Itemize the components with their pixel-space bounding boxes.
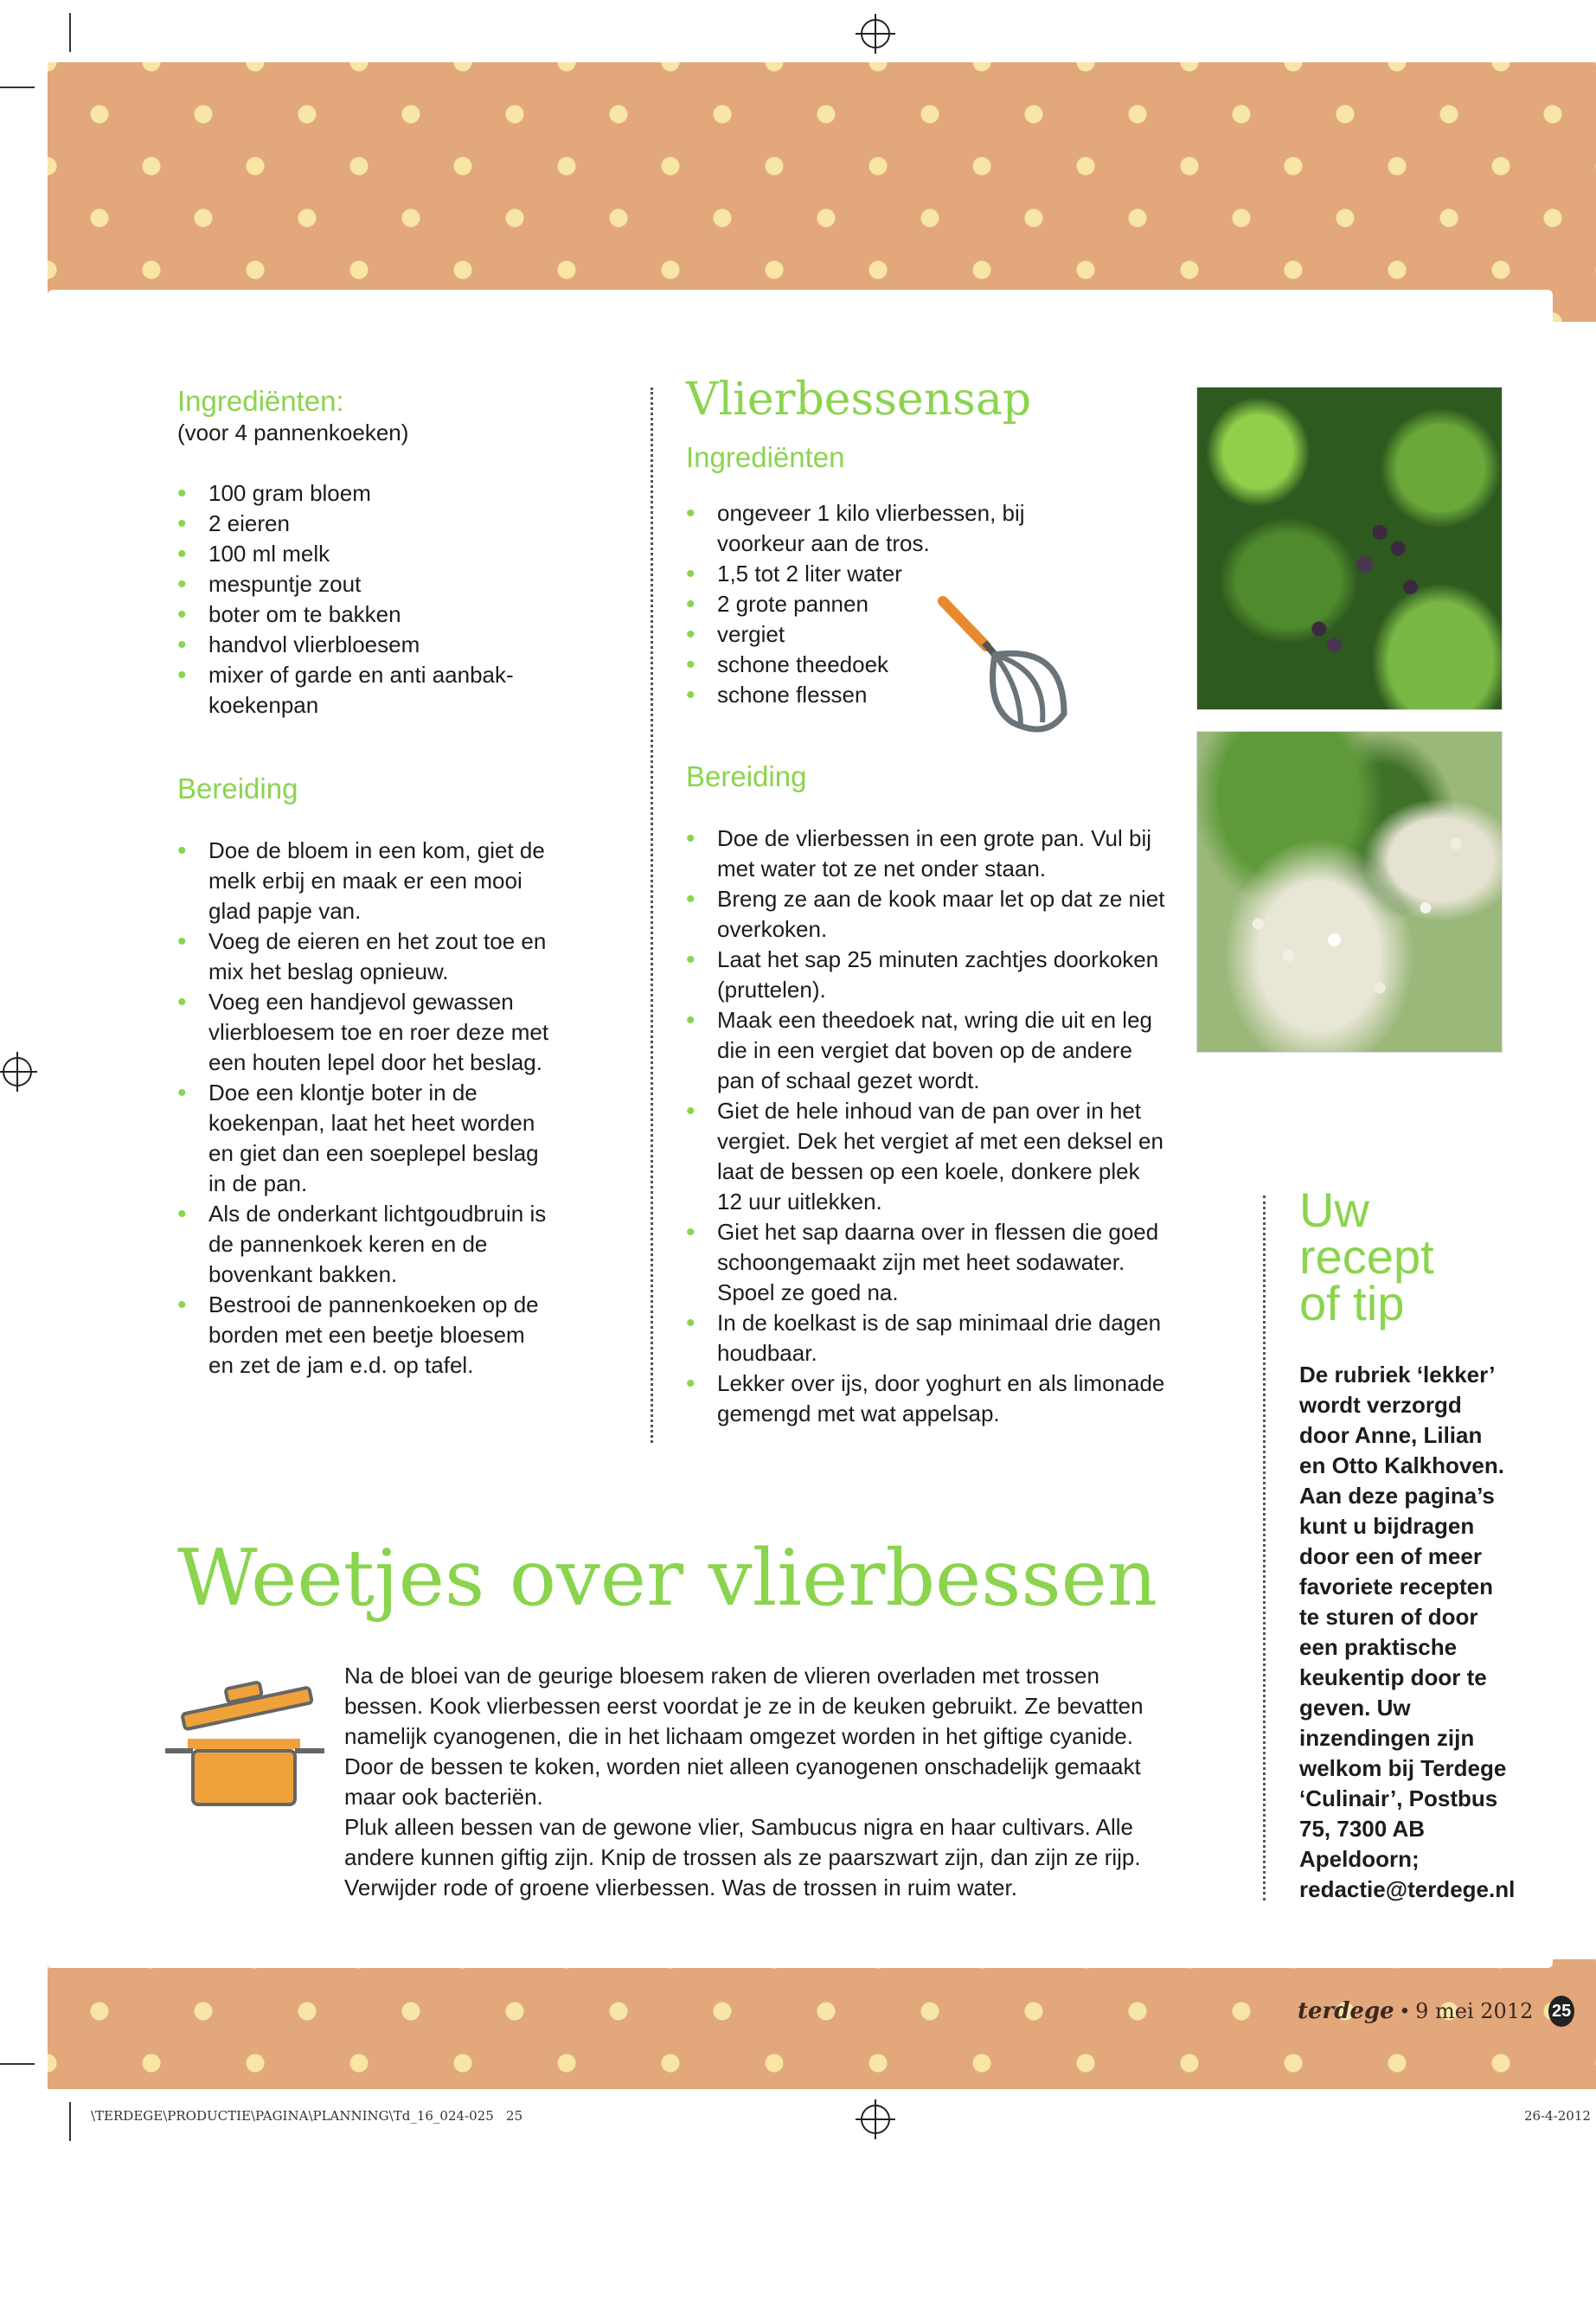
sidebar-title-line: recept [1299, 1229, 1434, 1284]
pancake-method-heading: Bereiding [177, 772, 298, 804]
list-item: • Breng ze aan de kook maar let op dat ze niet overkoken. [686, 884, 1170, 945]
whisk-icon [934, 593, 1081, 740]
sidebar-text: De rubriek ‘lekker’ wordt verzorgd door Anne, Lilian en Otto Kalkhoven. Aan deze pagina’s kunt u bijdragen door een of meer favoriete recepten te sturen of door een praktische keukentip door te geven. Uw inzendingen zijn welkom bij Terdege ‘Culinair’, Postbus 75, 7300 AB Apeldoorn; redactie@terdege.nl [1299, 1362, 1516, 1902]
crop-mark [0, 2063, 35, 2065]
cooking-pot-icon [160, 1671, 333, 1810]
juice-method-list [686, 824, 1170, 1429]
list-item: • Maak een theedoek nat, wring die uit en leg die in een vergiet dat boven op de andere pan of schaal gezet wordt. [686, 1005, 1170, 1096]
list-item: • Giet het sap daarna over in flessen die goed schoongemaakt zijn met heet sodawater. Spoel ze goed na. [686, 1217, 1170, 1308]
facts-paragraph-1: Na de bloei van de geurige bloesem raken de vlieren overladen met trossen bessen. Kook vlierbessen eerst voordat je ze in de keuken gebruikt. Ze bevatten namelijk cyanogenen, die in het lichaam omgezet worden in het giftige cyanide. Door de bessen te koken, worden niet alleen cyanogenen onschadelijk gemaakt maar ook bacteriën. [344, 1663, 1144, 1810]
juice-method-heading: Bereiding [686, 760, 807, 792]
issue-date: 9 mei 2012 [1415, 1999, 1534, 2023]
elderflower-photo [1196, 731, 1503, 1053]
sidebar-title-line: Uw [1299, 1183, 1369, 1237]
facts-body [344, 1661, 1157, 1903]
list-item: • Doe de bloem in een kom, giet de melk erbij en maak er een mooi glad papje van. [177, 836, 549, 926]
list-item: • 100 ml melk [177, 539, 549, 569]
sidebar-title-line: of tip [1299, 1276, 1405, 1330]
list-item: • Laat het sap 25 minuten zachtjes doorkoken (pruttelen). [686, 945, 1170, 1005]
list-item: • 1,5 tot 2 liter water [686, 559, 1067, 589]
crop-mark [69, 13, 71, 52]
sidebar-divider [1263, 1195, 1266, 1900]
list-item: • 100 gram bloem [177, 478, 549, 509]
page-number: 25 [1548, 1996, 1574, 2027]
brand-logo: terdege [1298, 1998, 1394, 2024]
list-item: • Doe een klontje boter in de koekenpan, laat het heet worden en giet dan een soeplepel beslag in de pan. [177, 1078, 549, 1199]
print-slug-date: 26-4-2012 [1524, 2108, 1591, 2124]
list-item: • 2 grote pannen [686, 589, 1067, 619]
juice-ingredients-heading: Ingrediënten [686, 441, 845, 473]
print-slug-path: \TERDEGE\PRODUCTIE\PAGINA\PLANNING\Td_16_024-025 25 [91, 2108, 523, 2124]
registration-mark-icon [3, 1057, 32, 1086]
facts-paragraph-2: Pluk alleen bessen van de gewone vlier, Sambucus nigra en haar cultivars. Alle andere kunnen giftig zijn. Knip de trossen als ze paarszwart zijn, dan zijn ze rijp. Verwijder rode of groene vlierbessen. Was de trossen in ruim water. [344, 1814, 1141, 1900]
juice-recipe [686, 374, 1170, 1429]
pancake-ingredients-note: (voor 4 pannenkoeken) [177, 420, 409, 445]
list-item: • Voeg een handjevol gewassen vlierbloesem toe en roer deze met een houten lepel door het beslag. [177, 987, 549, 1078]
crop-mark [69, 2102, 71, 2141]
list-item: • mespuntje zout [177, 569, 549, 599]
elderberry-photo [1196, 387, 1503, 710]
sidebar-title [1299, 1183, 1434, 1330]
list-item: • 2 eieren [177, 509, 549, 539]
list-item: • Lekker over ijs, door yoghurt en als limonade gemengd met wat appelsap. [686, 1368, 1170, 1429]
list-item: • ongeveer 1 kilo vlierbessen, bij voorkeur aan de tros. [686, 498, 1067, 559]
juice-title: Vlierbessensap [686, 374, 1032, 426]
registration-mark-icon [861, 19, 890, 48]
page-footer [1298, 1994, 1574, 2029]
list-item: • Giet de hele inhoud van de pan over in het vergiet. Dek het vergiet af met een deksel en laat de bessen op een koele, donkere plek 12 uur uitlekken. [686, 1096, 1170, 1217]
list-item: • handvol vlierbloesem [177, 630, 549, 660]
footer-separator: • [1401, 1999, 1409, 2022]
pancake-recipe [177, 385, 549, 1381]
column-divider [651, 388, 653, 1443]
pancake-method-list [177, 836, 549, 1381]
crop-mark [0, 87, 35, 88]
list-item: • vergiet [686, 619, 1067, 650]
pancake-ingredients-list [177, 478, 549, 721]
list-item: • Als de onderkant lichtgoudbruin is de pannenkoek keren en de bovenkant bakken. [177, 1199, 549, 1290]
list-item: • In de koelkast is de sap minimaal drie dagen houdbaar. [686, 1308, 1170, 1368]
facts-title: Weetjes over vlierbessen [177, 1533, 1157, 1624]
list-item: • Doe de vlierbessen in een grote pan. Vul bij met water tot ze net onder staan. [686, 824, 1170, 884]
dotted-header-band [48, 62, 1596, 322]
list-item: • Bestrooi de pannenkoeken op de borden met een beetje bloesem en zet de jam e.d. op tafel. [177, 1290, 549, 1381]
pancake-ingredients-heading: Ingrediënten: [177, 385, 344, 417]
list-item: • schone flessen [686, 680, 1067, 710]
registration-mark-icon [861, 2105, 890, 2134]
list-item: • schone theedoek [686, 650, 1067, 680]
list-item: • boter om te bakken [177, 599, 549, 630]
list-item: • Voeg de eieren en het zout toe en mix het beslag opnieuw. [177, 926, 549, 987]
list-item: • mixer of garde en anti aanbak- koekenpan [177, 660, 549, 721]
